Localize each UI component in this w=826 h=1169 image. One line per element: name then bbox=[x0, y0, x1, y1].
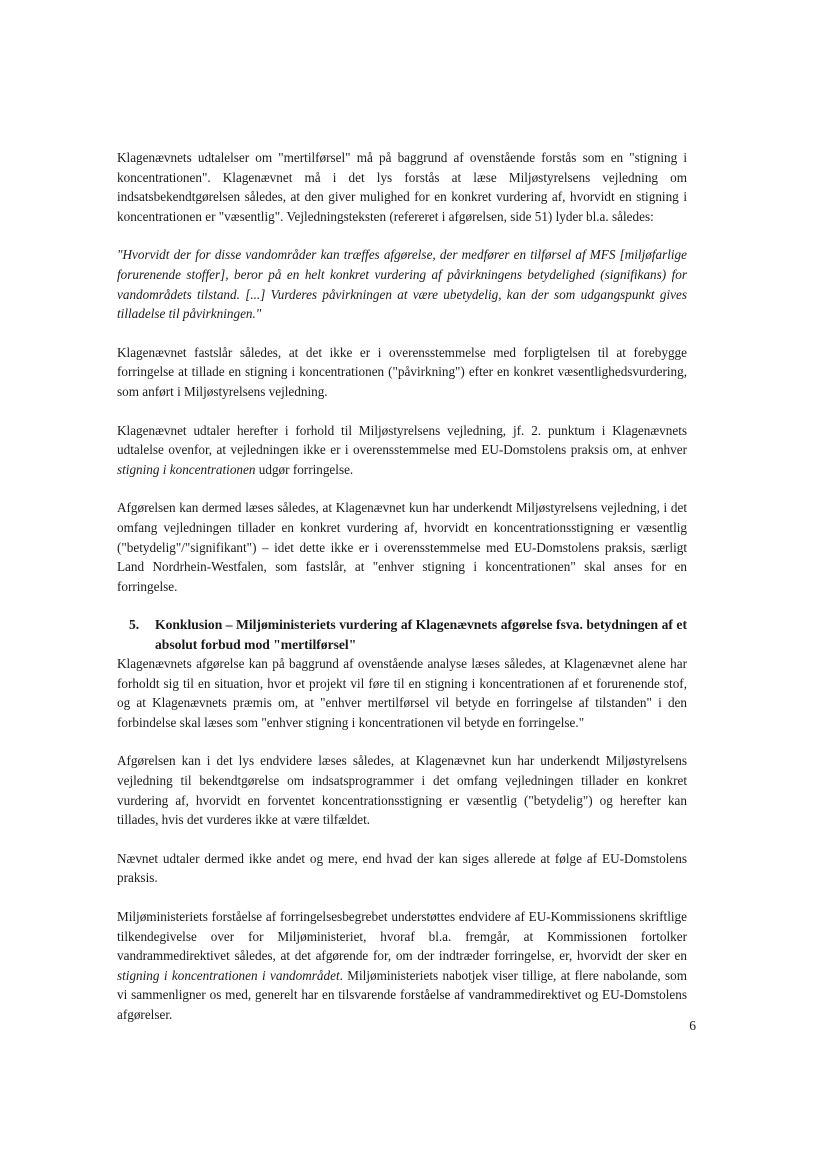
page-body bbox=[117, 148, 687, 1044]
paragraph-conclusion-1: Klagenævnets afgørelse kan på baggrund af ovenstående analyse læses således, at Klagenævnet alene har forholdt sig til en situation, hvor et projekt vil føre til en stigning i koncentrationen af et forurenende stof, og at Klagenævnets præmis om, at "enhver mertilførsel vil betyde en forringelse af tilstanden" i den forbindelse skal læses som "enhver stigning i koncentrationen vil betyde en forringelse." bbox=[117, 656, 687, 730]
paragraph-klagenaevnet-udtaler bbox=[117, 421, 687, 480]
text-segment: Klagenævnet udtaler herefter i forhold til Miljøstyrelsens vejledning, jf. 2. punktum i Klagenævnets udtalelse ovenfor, at vejledningen ikke er i overensstemmelse med EU-Domstolens praksis om, at enhver bbox=[117, 422, 687, 458]
emphasis-text: stigning i koncentrationen bbox=[117, 461, 256, 477]
text-segment: Miljøministeriets forståelse af forringelsesbegrebet understøttes endvidere af EU-Kommissionens skriftlige tilkendegivelse over for Miljøministeriet, hvoraf bl.a. fremgår, at Kommissionen fortolker vandrammedirektivet således, at det afgørende for, om der indtræder forringelse, er, hvorvidt der sker en bbox=[117, 909, 687, 964]
paragraph-mertilfoersel-interpretation: Klagenævnets udtalelser om "mertilførsel" må på baggrund af ovenstående forstås som en "stigning i koncentrationen". Klagenævnet må i det lys forstås at læse Miljøstyrelsens vejledning om indsatsbekendtgørelsen således, at den giver mulighed for en konkret vurdering af, hvorvidt en stigning i koncentrationen er "væsentlig". Vejledningsteksten (refereret i afgørelsen, side 51) lyder bl.a. således: bbox=[117, 150, 687, 224]
paragraph-afgoerelsen-laeses: Afgørelsen kan dermed læses således, at Klagenævnet kun har underkendt Miljøstyrelsens vejledning, i det omfang vejledningen tillader en konkret vurdering af, hvorvidt en koncentrationsstigning er væsentlig ("betydelig"/"signifikant") – idet dette ikke er i overensstemmelse med EU-Domstolens praksis, særligt Land Nordrhein-Westfalen, som fastslår, at "enhver stigning i koncentrationen" skal anses for en forringelse. bbox=[117, 500, 687, 594]
text-segment: udgør forringelse. bbox=[255, 461, 354, 477]
guidance-quote: "Hvorvidt der for disse vandområder kan træffes afgørelse, der medfører en tilførsel af MFS [miljøfarlige forurenende stoffer], beror på en helt konkret vurdering af påvirkningens betydelighed (signifikans) for vandområdets tilstand. [...] Vurderes påvirkningen at være ubetydelig, kan der som udgangspunkt gives tilladelse til påvirkningen." bbox=[117, 247, 687, 322]
paragraph-conclusion-4 bbox=[117, 907, 687, 1025]
paragraph-conclusion-2: Afgørelsen kan i det lys endvidere læses således, at Klagenævnet kun har underkendt Miljøstyrelsens vejledning til bekendtgørelse om indsatsprogrammer i det omfang vejledningen tillader en konkret vurdering af, hvorvidt en forventet koncentrationsstigning er væsentlig ("betydelig") og herefter kan tillades, hvis det vurderes ikke at være tilfældet. bbox=[117, 753, 687, 828]
section-number: 5. bbox=[129, 617, 140, 633]
paragraph-conclusion-3: Nævnet udtaler dermed ikke andet og mere, end hvad der kan siges allerede at følge af EU-Domstolens praksis. bbox=[117, 850, 687, 886]
emphasis-text: stigning i koncentrationen i vandområdet bbox=[117, 967, 340, 983]
text-segment: . Miljøministeriets nabotjek viser tillige, at flere nabolande, som vi sammenligner os med, generelt har en tilsvarende forståelse af vandrammedirektivet og EU-Domstolens afgørelser. bbox=[117, 967, 687, 1022]
paragraph-klagenaevnet-fastslaar: Klagenævnet fastslår således, at det ikke er i overensstemmelse med forpligtelsen til at forebygge forringelse at tillade en stigning i koncentrationen ("påvirkning") efter en konkret væsentlighedsvurdering, som anført i Miljøstyrelsens vejledning. bbox=[117, 344, 687, 399]
section-title: Konklusion – Miljøministeriets vurdering af Klagenævnets afgørelse fsva. betydningen af et absolut forbud mod "mertilførsel" bbox=[155, 617, 687, 652]
page-number: 6 bbox=[689, 1018, 696, 1033]
section-heading bbox=[117, 615, 687, 654]
